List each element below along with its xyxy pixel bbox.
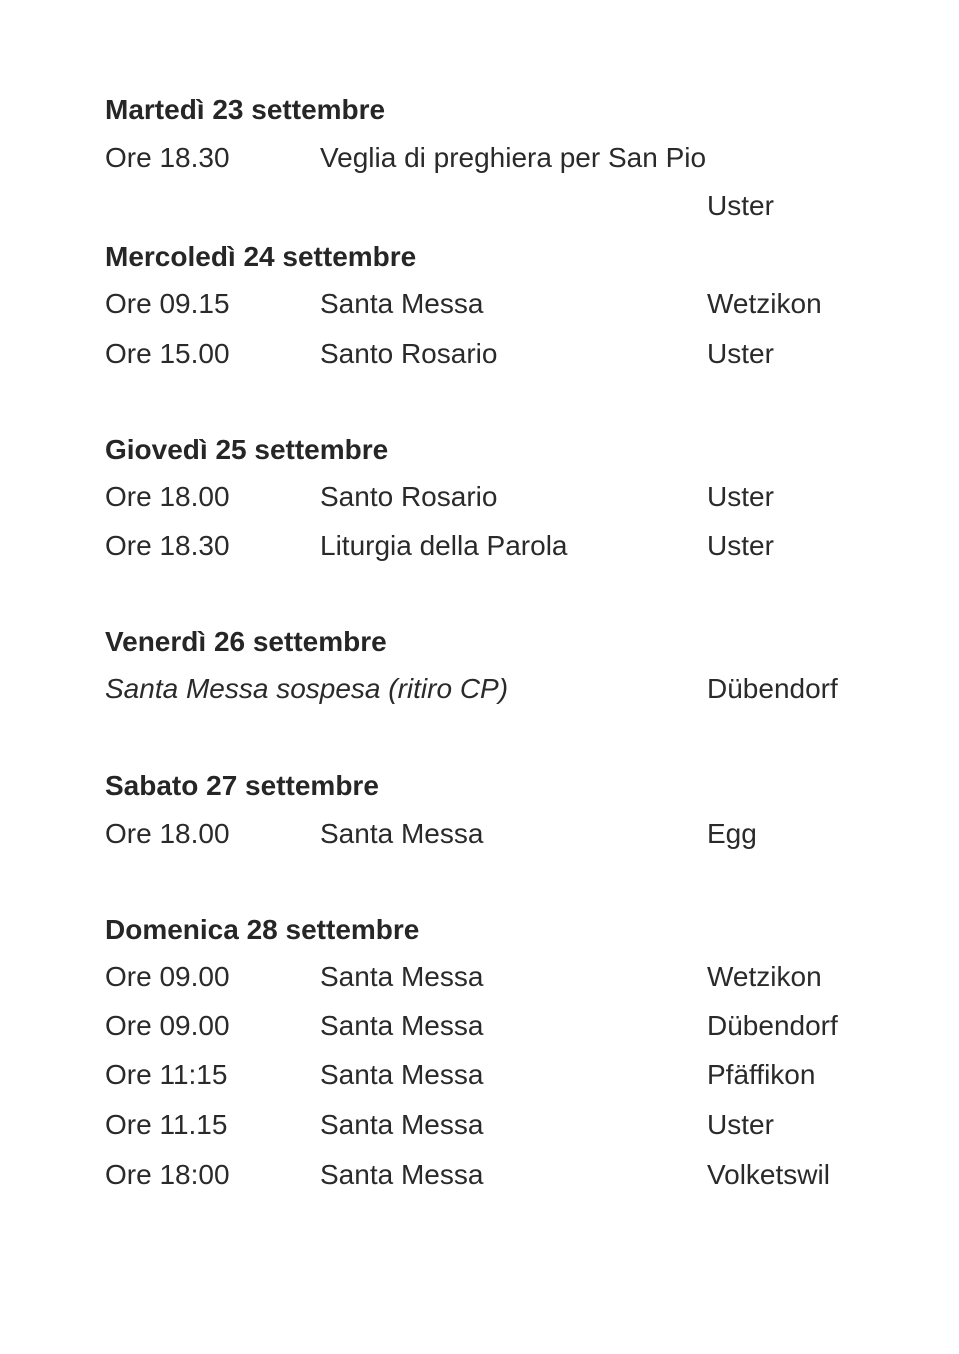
schedule-row — [0, 814, 959, 854]
entry-time: Ore 15.00 — [105, 338, 230, 369]
schedule-row — [0, 138, 959, 178]
entry-time: Ore 11.15 — [105, 1109, 228, 1140]
entry-time: Ore 09.00 — [105, 1010, 230, 1041]
day-heading-martedi: Martedì 23 settembre — [105, 94, 386, 125]
entry-place: Uster — [707, 530, 774, 561]
entry-event: Santa Messa — [320, 1059, 484, 1090]
schedule-note-row — [0, 669, 959, 709]
entry-time: Ore 18:00 — [105, 1159, 230, 1190]
entry-place: Uster — [707, 481, 774, 512]
entry-event: Santa Messa — [320, 1109, 484, 1140]
entry-place: Wetzikon — [707, 288, 822, 319]
entry-time: Ore 18.00 — [105, 481, 230, 512]
schedule-row — [0, 334, 959, 374]
day-heading-mercoledi: Mercoledì 24 settembre — [105, 241, 417, 272]
entry-place: Uster — [707, 190, 774, 221]
entry-place: Volketswil — [707, 1159, 830, 1190]
entry-place: Dübendorf — [707, 673, 838, 704]
schedule-row — [0, 957, 959, 997]
entry-place: Pfäffikon — [707, 1059, 816, 1090]
day-heading-sabato: Sabato 27 settembre — [105, 770, 379, 801]
schedule-row — [0, 1105, 959, 1145]
day-heading-giovedi: Giovedì 25 settembre — [105, 434, 389, 465]
entry-place: Uster — [707, 338, 774, 369]
entry-place: Dübendorf — [707, 1010, 838, 1041]
entry-place: Uster — [707, 1109, 774, 1140]
suspension-note: Santa Messa sospesa (ritiro CP) — [105, 673, 509, 704]
entry-time: Ore 11:15 — [105, 1059, 228, 1090]
schedule-row — [0, 284, 959, 324]
entry-event: Santa Messa — [320, 818, 484, 849]
entry-event: Santo Rosario — [320, 481, 498, 512]
schedule-row — [0, 1155, 959, 1195]
day-heading-domenica: Domenica 28 settembre — [105, 914, 420, 945]
entry-time: Ore 18.00 — [105, 818, 230, 849]
entry-place: Wetzikon — [707, 961, 822, 992]
entry-event: Santa Messa — [320, 1159, 484, 1190]
entry-time: Ore 18.30 — [105, 142, 230, 173]
entry-event: Santa Messa — [320, 961, 484, 992]
schedule-row — [0, 477, 959, 517]
entry-event: Liturgia della Parola — [320, 530, 568, 561]
entry-event: Santa Messa — [320, 1010, 484, 1041]
schedule-row — [0, 1006, 959, 1046]
schedule-row-place — [0, 186, 959, 226]
day-heading-venerdi: Venerdì 26 settembre — [105, 626, 387, 657]
entry-event: Santo Rosario — [320, 338, 498, 369]
entry-place: Egg — [707, 818, 757, 849]
entry-time: Ore 18.30 — [105, 530, 230, 561]
schedule-row — [0, 526, 959, 566]
entry-event: Santa Messa — [320, 288, 484, 319]
schedule-row — [0, 1055, 959, 1095]
entry-time: Ore 09.00 — [105, 961, 230, 992]
entry-time: Ore 09.15 — [105, 288, 230, 319]
entry-event: Veglia di preghiera per San Pio — [320, 142, 707, 173]
